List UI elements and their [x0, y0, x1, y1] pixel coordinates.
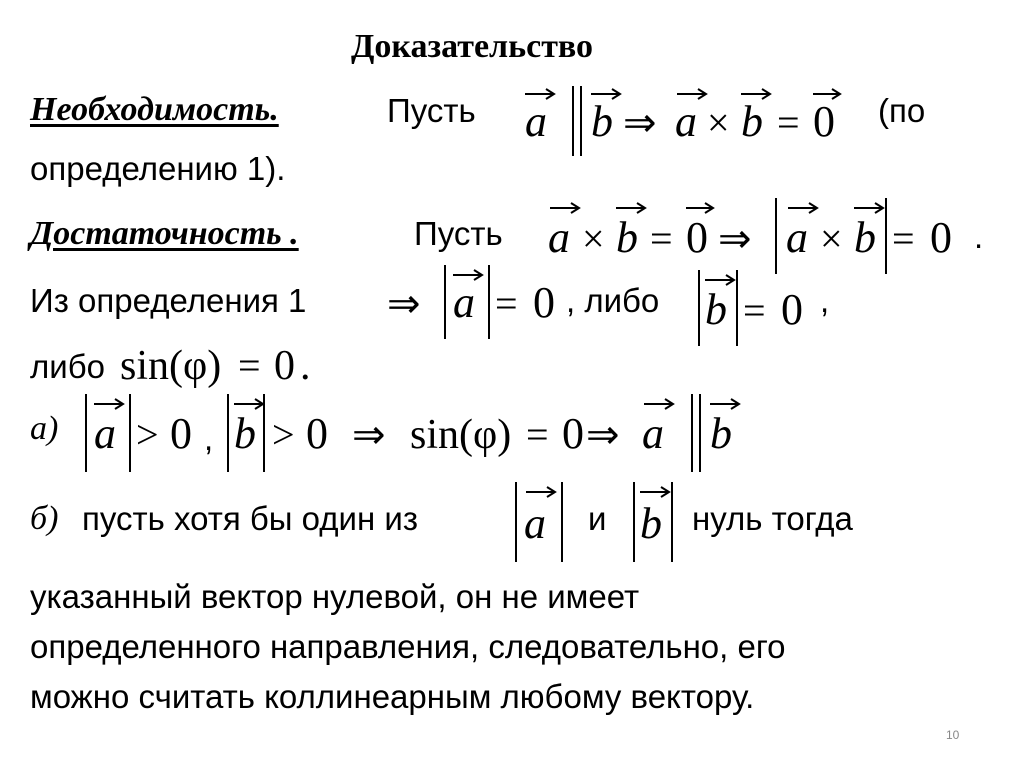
svg-text:0: 0: [562, 409, 584, 458]
case-b-b-abs: [630, 478, 690, 568]
svg-text:⇒: ⇒: [586, 412, 620, 457]
svg-text:=: =: [777, 100, 800, 145]
svg-text:0: 0: [170, 409, 192, 458]
svg-text:b: b: [234, 409, 256, 458]
svg-text:b: b: [705, 285, 727, 334]
svg-text:=: =: [650, 216, 673, 261]
svg-text:.: .: [300, 343, 311, 389]
svg-text:sin(φ): sin(φ): [410, 412, 512, 458]
svg-text:⇒: ⇒: [718, 216, 752, 261]
conclusion-line-1: указанный вектор нулевой, он не имеет: [30, 578, 640, 615]
svg-text:×: ×: [820, 216, 843, 261]
svg-text:a: a: [786, 213, 808, 262]
necessity-lead: Пусть: [387, 92, 476, 129]
svg-text:a: a: [548, 213, 570, 262]
svg-text:b: b: [640, 499, 662, 548]
svg-text:a: a: [675, 97, 697, 146]
conclusion-line-3: можно считать коллинеарным любому вектору.: [30, 678, 755, 715]
from-def-either: , либо: [566, 282, 660, 319]
svg-text:=: =: [495, 281, 518, 326]
svg-text:0: 0: [306, 409, 328, 458]
svg-text:a: a: [524, 499, 546, 548]
svg-text:a: a: [94, 409, 116, 458]
svg-text:b: b: [591, 97, 613, 146]
case-b-text2: нуль тогда: [692, 500, 853, 537]
from-def-end: ,: [820, 282, 830, 319]
svg-text:b: b: [710, 409, 732, 458]
case-b-a-abs: [512, 478, 572, 568]
svg-text:a: a: [453, 278, 475, 327]
or-formula: [120, 335, 360, 395]
svg-text:a: a: [525, 97, 547, 146]
case-a-formula1: [82, 388, 212, 478]
svg-text:×: ×: [582, 216, 605, 261]
or-text: либо: [30, 348, 105, 385]
svg-text:0: 0: [533, 278, 555, 327]
case-a-comma: ,: [204, 420, 214, 457]
from-def-formula1: [385, 255, 565, 345]
svg-text:×: ×: [707, 100, 730, 145]
case-a-formula2: [224, 388, 784, 478]
sufficiency-lead: Пусть: [414, 215, 503, 252]
svg-text:⇒: ⇒: [352, 412, 386, 457]
case-b-text1: пусть хотя бы один из: [82, 500, 418, 537]
necessity-note-line2: определению 1).: [30, 150, 286, 187]
svg-text:0: 0: [781, 285, 803, 334]
svg-text:⇒: ⇒: [387, 281, 421, 326]
case-b-marker: б): [30, 500, 59, 537]
svg-text:>: >: [136, 412, 159, 457]
svg-text:b: b: [616, 213, 638, 262]
svg-text:=: =: [526, 412, 549, 457]
necessity-note-tail: (по: [878, 92, 926, 129]
svg-text:b: b: [741, 97, 763, 146]
from-def-formula2: [695, 262, 815, 352]
svg-text:b: b: [854, 213, 876, 262]
sufficiency-end: .: [974, 218, 984, 255]
necessity-label: Необходимость.: [30, 91, 279, 128]
page-title: Доказательство: [351, 28, 594, 65]
svg-text:sin(φ): sin(φ): [120, 343, 222, 389]
svg-text:0: 0: [686, 213, 708, 262]
from-def-text: Из определения 1: [30, 282, 307, 319]
svg-text:0: 0: [930, 213, 952, 262]
svg-text:a: a: [642, 409, 664, 458]
svg-text:=: =: [238, 343, 261, 388]
svg-text:0: 0: [813, 97, 835, 146]
svg-text:⇒: ⇒: [623, 100, 657, 145]
svg-text:>: >: [272, 412, 295, 457]
svg-text:0: 0: [274, 343, 295, 389]
necessity-formula: [515, 78, 855, 168]
page-number: 10: [946, 728, 960, 742]
svg-text:=: =: [743, 288, 766, 333]
sufficiency-label: Достаточность .: [30, 215, 299, 252]
svg-text:=: =: [892, 216, 915, 261]
case-b-and: и: [588, 500, 607, 537]
conclusion-line-2: определенного направления, следовательно, его: [30, 628, 786, 665]
case-a-marker: а): [30, 410, 59, 447]
